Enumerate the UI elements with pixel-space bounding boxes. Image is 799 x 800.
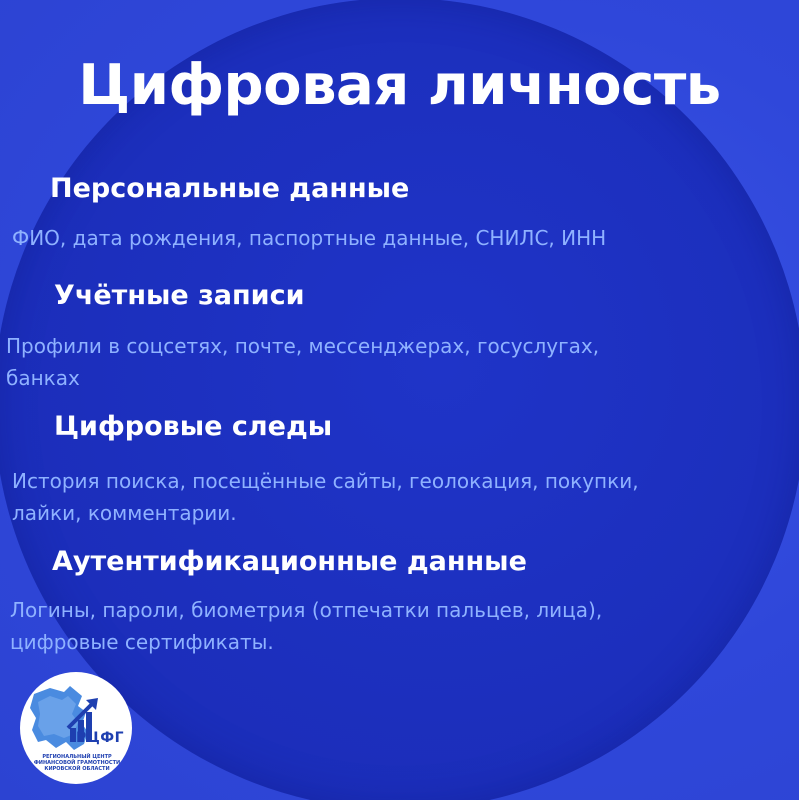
logo-abbreviation: РЦФГ (76, 730, 125, 746)
section-text-authentication (10, 594, 602, 658)
section-text-digital-footprint (12, 465, 639, 529)
section-text-line: ФИО, дата рождения, паспортные данные, СНИЛС, ИНН (12, 226, 607, 250)
page-title: Цифровая личность (78, 53, 721, 118)
section-text-line: История поиска, посещённые сайты, геолокация, покупки, (12, 469, 639, 493)
section-text-personal-data (12, 222, 606, 254)
section-text-line: банках (6, 366, 80, 390)
logo-caption-line: КИРОВСКОЙ ОБЛАСТИ (44, 766, 110, 772)
section-text-line: Логины, пароли, биометрия (отпечатки пальцев, лица), (10, 598, 603, 622)
section-heading-personal-data: Персональные данные (50, 173, 410, 204)
section-heading-authentication: Аутентификационные данные (52, 546, 527, 577)
section-text-accounts (6, 330, 599, 394)
section-heading-digital-footprint: Цифровые следы (54, 411, 333, 442)
logo-caption-line: РЕГИОНАЛЬНЫЙ ЦЕНТР (42, 754, 112, 760)
section-heading-accounts: Учётные записи (54, 280, 305, 311)
rcfg-logo (20, 672, 132, 784)
section-text-line: лайки, комментарии. (12, 501, 237, 525)
section-text-line: цифровые сертификаты. (10, 630, 274, 654)
section-text-line: Профили в соцсетях, почте, мессенджерах, госуслугах, (6, 334, 600, 358)
logo-caption (28, 754, 126, 772)
logo-caption-line: ФИНАНСОВОЙ ГРАМОТНОСТИ (33, 760, 121, 766)
